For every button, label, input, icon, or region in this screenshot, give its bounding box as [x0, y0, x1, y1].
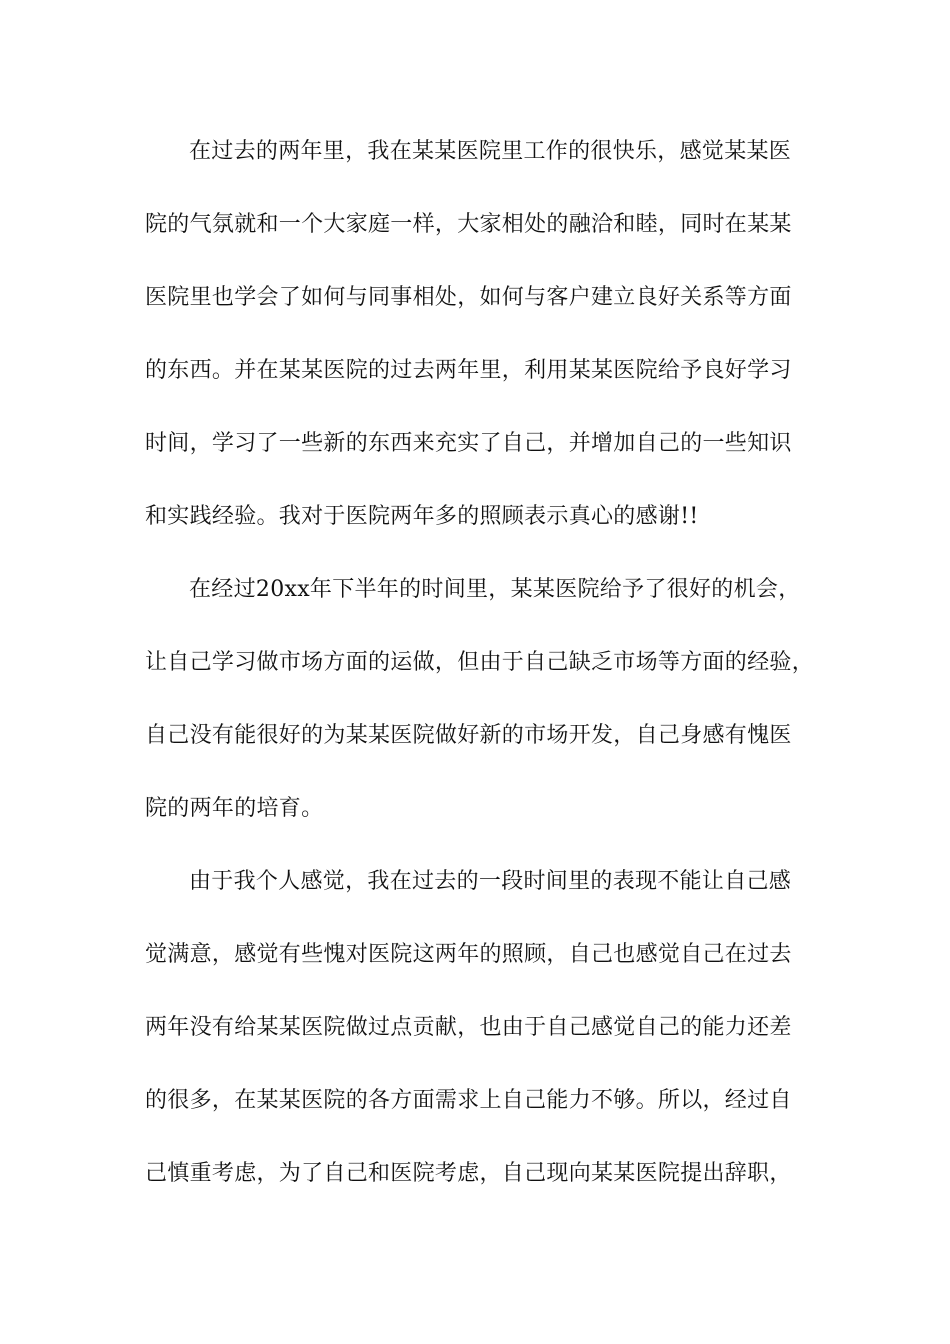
text-line: 在经过20xx年下半年的时间里，某某医院给予了很好的机会，	[189, 577, 801, 602]
text-line: 的很多，在某某医院的各方面需求上自己能力不够。所以，经过自	[145, 1088, 792, 1113]
text-line: 由于我个人感觉，我在过去的一段时间里的表现不能让自己感	[189, 869, 792, 894]
text-line: 在过去的两年里，我在某某医院里工作的很快乐，感觉某某医	[189, 139, 792, 164]
text-line: 的东西。并在某某医院的过去两年里，利用某某医院给予良好学习	[145, 358, 792, 383]
text-line: 院的气氛就和一个大家庭一样，大家相处的融洽和睦，同时在某某	[145, 212, 792, 237]
text-line: 院的两年的培育。	[145, 796, 324, 821]
text-line: 和实践经验。我对于医院两年多的照顾表示真心的感谢!!	[145, 504, 699, 529]
text-line: 时间，学习了一些新的东西来充实了自己，并增加自己的一些知识	[145, 431, 792, 456]
text-line: 医院里也学会了如何与同事相处，如何与客户建立良好关系等方面	[145, 285, 792, 310]
text-line: 两年没有给某某医院做过点贡献，也由于自己感觉自己的能力还差	[145, 1015, 792, 1040]
text-line: 觉满意，感觉有些愧对医院这两年的照顾，自己也感觉自己在过去	[145, 942, 792, 967]
text-line: 让自己学习做市场方面的运做，但由于自己缺乏市场等方面的经验，	[145, 650, 815, 675]
text-line: 己慎重考虑，为了自己和医院考虑，自己现向某某医院提出辞职，	[145, 1161, 792, 1186]
text-line: 自己没有能很好的为某某医院做好新的市场开发，自己身感有愧医	[145, 723, 792, 748]
